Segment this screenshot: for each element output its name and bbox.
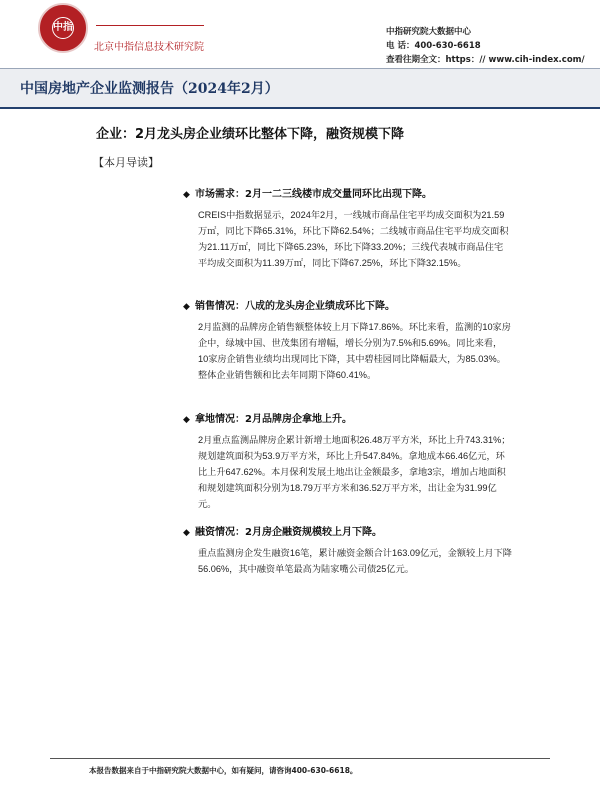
- institute-logo: [38, 3, 88, 53]
- section-market-demand-title: ◆ 市场需求：2月一二三线楼市成交量同环比出现下降。: [183, 189, 432, 200]
- contact-block: [386, 25, 585, 67]
- footer-divider: [50, 758, 550, 759]
- section-land-title: ◆ 拿地情况：2月品牌房企拿地上升。: [183, 414, 352, 425]
- logo-divider: [96, 25, 204, 26]
- section-sales-body: 2月监测的品牌房企销售额整体较上月下降17.86%。环比来看，监测的10家房企中，绿城中国、世茂集团有增幅，增长分别为7.5%和5.69%。同比来看，10家房企销售业绩均出现同比下降，其中碧桂园同比降幅最大，为85.03%。整体企业销售额和比去年同期下降60.41%。: [198, 322, 511, 380]
- logo-emblem: 中指: [52, 17, 74, 39]
- section-land-body: 2月重点监测品牌房企累计新增土地面积26.48万平方米，环比上升743.31%；规划建筑面积为53.9万平方米，环比上升547.84%。拿地成本66.46亿元，环比上升647.62%。本月保利发展土地出让金额最多，拿地3宗，增加占地面积和规划建筑面积分别为18.79万平方米和36.52万平方米，出让金为31.99亿元。: [198, 435, 511, 509]
- footer-note: 本报告数据来自于中指研究院大数据中心，如有疑问，请咨询400-630-6618。: [89, 766, 358, 775]
- report-title: 中国房地产企业监测报告（2024年2月）: [20, 81, 279, 97]
- contact-phone: 电 话：400-630-6618: [386, 41, 481, 51]
- section-market-demand-body: CREIS中指数据显示，2024年2月，一线城市商品住宅平均成交面积为21.59万㎡，同比下降65.31%，环比下降62.54%；二线城市商品住宅平均成交面积为21.11万㎡，同比下降65.23%，环比下降33.20%；三线代表城市商品住宅平均成交面积为11.39万㎡，同比下降67.25%，环比下降32.15%。: [198, 210, 509, 268]
- page-headline: 企业：2月龙头房企业绩环比整体下降，融资规模下降: [96, 127, 405, 142]
- diamond-bullet-icon: ◆: [183, 302, 190, 312]
- section-financing-body: 重点监测房企发生融资16笔，累计融资金额合计163.09亿元，金额较上月下降56.06%，其中融资单笔最高为陆家嘴公司债25亿元。: [198, 548, 512, 574]
- report-banner: [0, 68, 600, 109]
- diamond-bullet-icon: ◆: [183, 415, 190, 425]
- diamond-bullet-icon: ◆: [183, 528, 190, 538]
- section-sales-title: ◆ 销售情况：八成的龙头房企业绩成环比下降。: [183, 301, 395, 312]
- institute-name: 北京中指信息技术研究院: [94, 42, 204, 53]
- contact-name: 中指研究院大数据中心: [386, 27, 472, 37]
- contact-past-issues[interactable]: 查看往期全文：https：// www.cih-index.com/: [386, 55, 585, 65]
- diamond-bullet-icon: ◆: [183, 190, 190, 200]
- section-financing-title: ◆ 融资情况：2月房企融资规模较上月下降。: [183, 527, 382, 538]
- monthly-guide-tag: 【本月导读】: [93, 156, 159, 169]
